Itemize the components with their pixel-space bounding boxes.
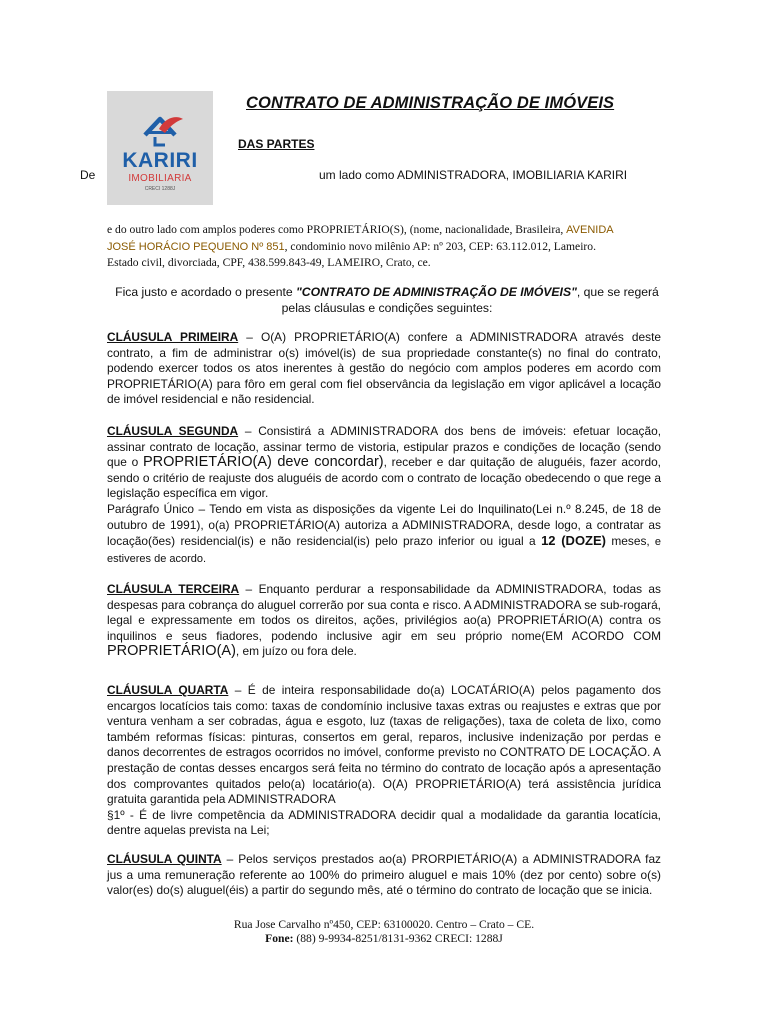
company-logo (107, 91, 213, 205)
party2-e: Estado civil, divorciada, CPF, 438.599.843-49, LAMEIRO, Crato, ce. (107, 256, 431, 269)
party2-c: JOSÉ HORÁCIO PEQUENO Nº 851 (107, 240, 285, 253)
clause-3-heading: CLÁUSULA TERCEIRA (107, 582, 240, 596)
clause-2-big: PROPRIETÁRIO(A) deve concordar) (142, 454, 384, 471)
intro-title: "CONTRATO DE ADMINISTRAÇÃO DE IMÓVEIS" (296, 285, 577, 299)
footer-phone (107, 932, 661, 946)
party1-text: um lado como ADMINISTRADORA, IMOBILIARIA KARIRI (319, 168, 628, 182)
clause-2-text-b: , receber e dar quitação de aluguéis, fazer acordo, sendo o critério de reajuste dos aluguéis de acordo com o contrato de locação obedecendo o que rege a legislação específica em vigor. (107, 455, 661, 501)
footer-address: Rua Jose Carvalho nº450, CEP: 63100020. Centro – Crato – CE. (233, 918, 535, 931)
clause-2-text-a: – Consistirá a ADMINISTRADORA dos bens de imóveis: efetuar locação, assinar contrato de locação, assinar termo de vistoria, estipular prazos e condições de locação (sendo que o (107, 424, 661, 470)
clause-2-paragraph: Parágrafo Único – Tendo em vista as disposições da vigente Lei do Inquilinato(Lei n.º 8.245, de 18 de outubro de 1991), o(a) PROPRIETÁRIO(A) autoriza a ADMINISTRADORA, desde logo, a contratar as locação(ões) residencial(is) e não residencial(is) pelo prazo inferior ou igual a (107, 501, 661, 549)
clause-5-heading: CLÁUSULA QUINTA (107, 852, 222, 866)
clause-3-text-a: – Enquanto perdurar a responsabilidade da ADMINISTRADORA, todas as despesas para cobrança do aluguel correrão por sua conta e risco. A ADMINISTRADORA se sub-rogará, legal e expressamente em todos os direitos, ações, privilégios ao(a) PROPRIETÁRIO(A) contra os inquilinos e seus fiadores, podendo inclusive agir em seu próprio nome(EM ACORDO COM (107, 582, 661, 643)
clause-4 (107, 683, 661, 839)
intro-c: , que se regerá pelas cláusulas e condições seguintes: (281, 285, 659, 315)
logo-brand: KARIRI (122, 149, 198, 172)
clause-4-paragraph: §1º - É de livre competência da ADMINISTRADORA decidir qual a modalidade da garantia locatícia, dentre aquelas prevista na Lei; (107, 807, 661, 838)
clause-2-number: 12 (DOZE) (541, 533, 606, 549)
clause-1-heading: CLÁUSULA PRIMEIRA (107, 330, 239, 344)
footer (107, 918, 661, 946)
section-heading: DAS PARTES (238, 137, 315, 151)
party2-a: e do outro lado com amplos poderes como PROPRIETÁRIO(S), (nome, nacionalidade, Brasileira, (107, 223, 564, 236)
clause-3-big: PROPRIETÁRIO(A) (107, 643, 236, 660)
clause-2 (107, 424, 661, 567)
logo-creci: CRECI 1288J (144, 186, 176, 192)
party2-b: AVENIDA (566, 224, 614, 236)
party2-paragraph (107, 222, 667, 272)
clause-1-text: – O(A) PROPRIETÁRIO(A) confere a ADMINISTRADORA através deste contrato, a fim de administrar o(s) imóvel(is) de sua propriedade constante(s) no final do contrato, podendo exercer todos os atos inerentes à gestão do negócio com amplos poderes em acordo com PROPRIETÁRIO(A) para fôro em geral com fiel observância da legislação em vigor aplicável a locação de imóvel residencial e não residencial. (107, 330, 661, 407)
clause-2-agree: e estiveres de acordo. (107, 536, 661, 565)
intro-paragraph (107, 284, 667, 316)
intro-a: Fica justo e acordado o presente (115, 285, 297, 299)
party1-de: De (80, 168, 96, 182)
clause-2-heading: CLÁUSULA SEGUNDA (107, 424, 239, 438)
footer-phone-label: Fone: (265, 932, 294, 945)
clause-3-text-b: , em juízo ou fora dele. (235, 644, 357, 659)
clause-1 (107, 330, 661, 408)
clause-5-text: – Pelos serviços prestados ao(a) PRORPIETÁRIO(A) a ADMINISTRADORA faz jus a uma remuneração referente ao 100% do primeiro aluguel e mais 10% (dez por cento) sobre o(s) valor(es) do(s) aluguel(éis) a partir do segundo mês, até o término do contrato de locação que se inicia. (107, 852, 661, 898)
clause-5 (107, 852, 661, 899)
clause-4-text: – É de inteira responsabilidade do(a) LOCATÁRIO(A) pelos pagamento dos encargos locatícios tais como: taxas de condomínio inclusive taxas extras ou reajustes e extras que por ventura venham a ser cobradas, água e esgoto, luz (taxas de religações), taxa de coleta de lixo, como também reformas físicas: pinturas, consertos em geral, reparos, inclusive indenização por perdas e danos decorrentes de estragos ocorridos no imóvel, conforme previsto no CONTRATO DE LOCAÇÃO. A prestação de contas desses encargos será feita no término do contrato de locação após a apresentação dos comprovantes quitados pelo(a) locatário(a). O(A) PROPRIETÁRIO(A) terá assistência jurídica gratuita garantida pela ADMINISTRADORA (107, 683, 661, 807)
logo-sub: IMOBILIARIA (128, 173, 192, 184)
party2-d: , condominio novo milênio AP: nº 203, CEP: 63.112.012, Lameiro. (284, 239, 596, 253)
footer-phone-number: (88) 9-9934-8251/8131-9362 CRECI: 1288J (293, 932, 503, 945)
document-title: CONTRATO DE ADMINISTRAÇÃO DE IMÓVEIS (246, 94, 615, 112)
clause-4-heading: CLÁUSULA QUARTA (107, 683, 229, 697)
clause-2-months: meses, (606, 534, 650, 549)
clause-3 (107, 582, 661, 660)
